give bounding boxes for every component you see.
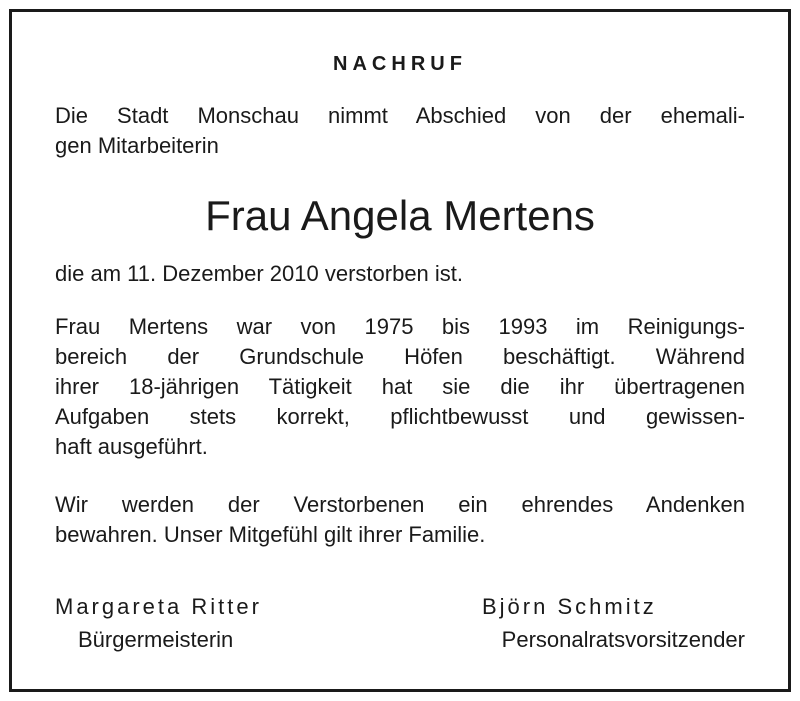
body-line-2: bereich der Grundschule Höfen beschäftigt. Während: [55, 344, 745, 369]
body-line-3: ihrer 18-jährigen Tätigkeit hat sie die ihr übertragenen: [55, 374, 745, 399]
body-paragraph: [55, 312, 745, 462]
intro-line-2: gen Mitarbeiterin: [55, 133, 219, 158]
intro-paragraph: [55, 101, 745, 161]
body-line-1: Frau Mertens war von 1975 bis 1993 im Reinigungs-: [55, 314, 745, 339]
deceased-name: Frau Angela Mertens: [205, 192, 595, 239]
signature-right: [420, 590, 745, 656]
closing-paragraph: [55, 490, 745, 550]
signatory-name: Margareta Ritter: [55, 594, 262, 619]
signatory-title: Bürgermeisterin: [78, 627, 234, 652]
obituary-heading: NACHRUF: [333, 53, 467, 75]
body-line-4: Aufgaben stets korrekt, pflichtbewusst und gewissen-: [55, 404, 745, 429]
body-line-5: haft ausgeführt.: [55, 434, 208, 459]
signatory-title: Personalratsvorsitzender: [501, 627, 745, 652]
death-note: [55, 259, 745, 289]
death-note-text: die am 11. Dezember 2010 verstorben ist.: [55, 261, 464, 286]
closing-line-1: Wir werden der Verstorbenen ein ehrendes Andenken: [55, 492, 745, 517]
signatory-name: Björn Schmitz: [482, 594, 657, 619]
closing-line-2: bewahren. Unser Mitgefühl gilt ihrer Familie.: [55, 522, 486, 547]
intro-line-1: Die Stadt Monschau nimmt Abschied von der ehemali-: [55, 103, 745, 128]
signature-left: [55, 590, 305, 656]
